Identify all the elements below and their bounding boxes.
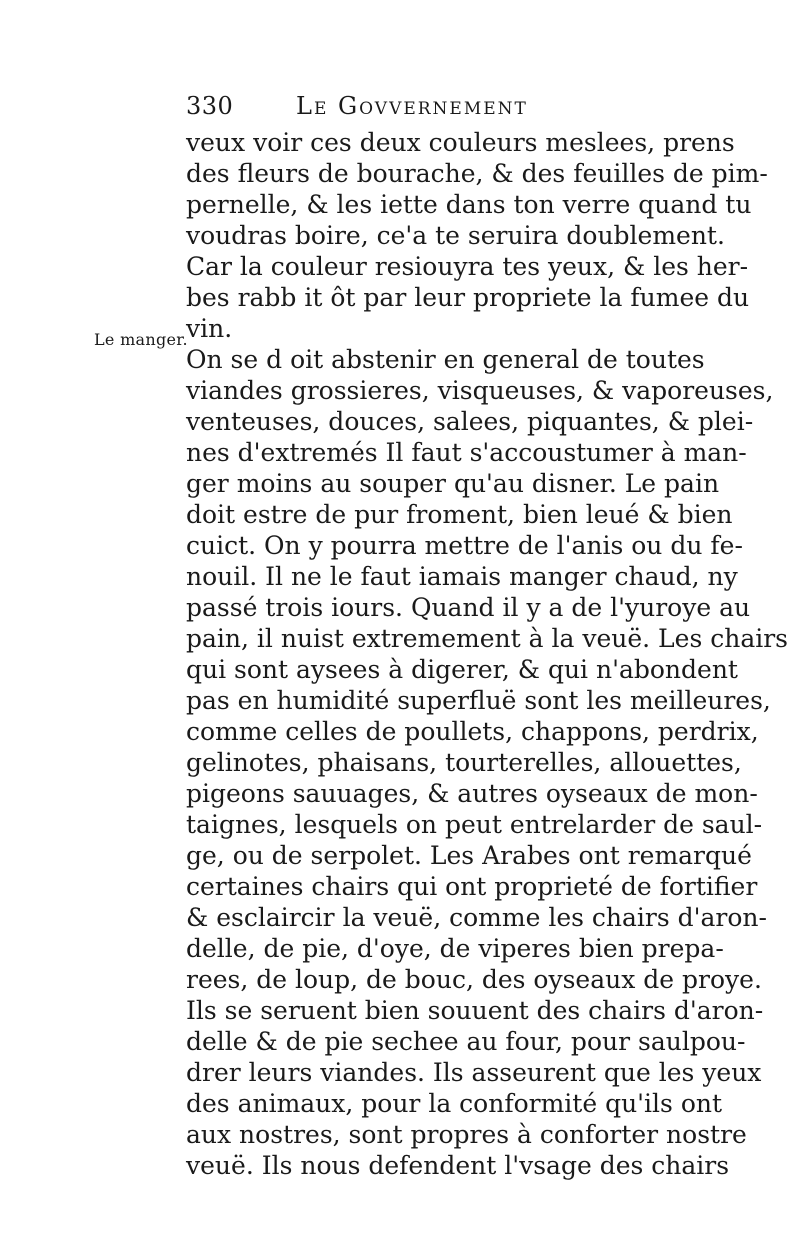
margin-note: Le manger. [94,330,188,349]
text-line: aux nostres, sont propres à conforter nostre [186,1120,747,1149]
page-header [186,92,656,126]
text-line: qui sont aysees à digerer, & qui n'abondent [186,655,738,684]
text-line: veuë. Ils nous defendent l'vsage des chairs [186,1151,730,1180]
text-line: des animaux, pour la conformité qu'ils ont [186,1089,723,1118]
text-line: nouil. Il ne le faut iamais manger chaud, ny [186,562,738,591]
text-line: Car la couleur resiouyra tes yeux, & les her- [186,252,749,281]
text-line: cuict. On y pourra mettre de l'anis ou du fe- [186,531,743,560]
text-line: rees, de loup, de bouc, des oyseaux de proye. [186,965,762,994]
text-line: delle, de pie, d'oye, de viperes bien prepa- [186,934,724,963]
text-line: doit estre de pur froment, bien leué & bien [186,500,733,529]
text-line: gelinotes, phaisans, tourterelles, allouettes, [186,748,742,777]
page-number: 330 [186,92,234,120]
text-line: pernelle, & les iette dans ton verre quand tu [186,190,752,219]
text-line: des fleurs de bourache, & des feuilles de pim- [186,159,768,188]
text-line: venteuses, douces, salees, piquantes, & plei- [186,407,754,436]
text-line: pain, il nuist extremement à la veuë. Les chairs [186,624,789,653]
text-line: & esclaircir la veuë, comme les chairs d'aron- [186,903,767,932]
text-line: taignes, lesquels on peut entrelarder de saul- [186,810,763,839]
text-line: vin. [186,314,233,343]
text-line: viandes grossieres, visqueuses, & vaporeuses, [186,376,774,405]
body-text [186,127,789,1181]
text-line: ge, ou de serpolet. Les Arabes ont remarqué [186,841,752,870]
text-line: nes d'extremés Il faut s'accoustumer à man- [186,438,747,467]
text-line: pas en humidité superfluë sont les meilleures, [186,686,771,715]
text-line: comme celles de poullets, chappons, perdrix, [186,717,759,746]
text-line: drer leurs viandes. Ils asseurent que les yeux [186,1058,762,1087]
text-line: certaines chairs qui ont proprieté de fortifier [186,872,758,901]
text-line: delle & de pie sechee au four, pour saulpou- [186,1027,746,1056]
text-line: voudras boire, ce'a te seruira doublement. [186,221,725,250]
text-line: On se d oit abstenir en general de toutes [186,345,705,374]
text-line: pigeons sauuages, & autres oyseaux de mon- [186,779,758,808]
text-line: bes rabb it ôt par leur propriete la fumee du [186,283,750,312]
text-line: Ils se seruent bien souuent des chairs d'aron- [186,996,764,1025]
text-line: passé trois iours. Quand il y a de l'yuroye au [186,593,751,622]
text-line: ger moins au souper qu'au disner. Le pain [186,469,720,498]
running-title: Le Govvernement [296,92,528,120]
text-line: veux voir ces deux couleurs meslees, prens [186,128,735,157]
